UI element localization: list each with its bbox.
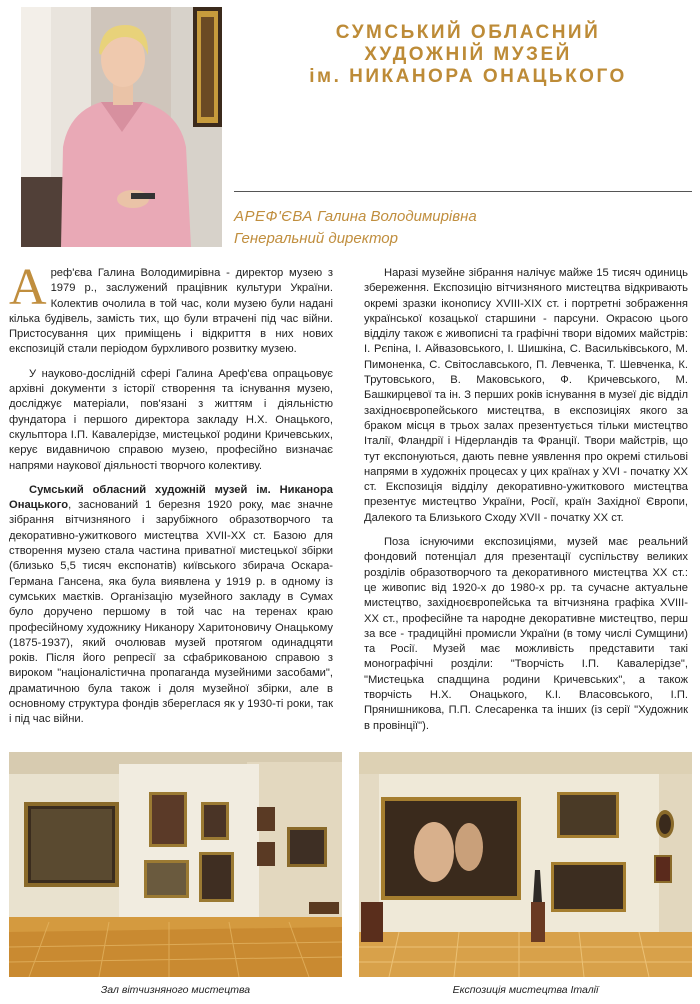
paragraph-3-text: , заснований 1 березня 1920 року, має значне зібрання вітчизняного і зарубіжного образотворчого та декоративно-ужиткового мистецтва XVII-XX ст. Базою для створення музею стала частина приватної мистецької збірки (близько 5,5 тисяч експонатів) київського збирача Оскара-Германа Гансена, яка була виявлена у 1919 р. в одному із сумських маєтків. Організацію музейного закладу в Сумах було доручено першому в той час на теренах краю професійному художнику Никанору Харитоновичу Онацькому (1875-1937), який очолював музей протягом одинадцяти років. Після його репресії за сфабрикованою справою з вироком "націоналістична пропаганда музейними засобами", драматичною була також і доля музейної збірки, але в основному структура фондів збереглася як у 1930-ті роки, так і під час війни. xyxy=(9,499,333,726)
paragraph-1 xyxy=(9,259,333,358)
article-column-left xyxy=(9,259,333,728)
paragraph-3 xyxy=(9,483,333,728)
director-role: Генеральний директор xyxy=(234,230,398,247)
italian-art-exposition-photo xyxy=(359,752,692,977)
hall-national-art-photo xyxy=(9,752,342,977)
title-line-2: ХУДОЖНІЙ МУЗЕЙ xyxy=(364,44,572,65)
header-divider xyxy=(234,191,692,192)
title-line-1: СУМСЬКИЙ ОБЛАСНИЙ xyxy=(335,22,601,43)
paragraph-1-text: реф'єва Галина Володимирівна - директор музею з 1979 р., заслужений працівник культури України. Колектив очолила в той час, коли музею були надані кілька будівель, замість тих, що були втрачені під час війни. Пристосування цих приміщень і відкриття в них нових експозицій стали періодом бурхливого розвитку музею. xyxy=(9,267,333,356)
article-column-right xyxy=(364,266,688,734)
director-given-name: Галина Володимирівна xyxy=(317,208,477,225)
caption-italian-art: Експозиція мистецтва Італії xyxy=(452,984,599,996)
director-surname: АРЕФ'ЄВА xyxy=(234,208,313,225)
director-portrait-photo xyxy=(21,7,222,247)
drop-cap: А xyxy=(9,259,47,316)
paragraph-5: Поза існуючими експозиціями, музей має реальний фондовий потенціал для презентації суспільству великих розділів образотворчого та декоративного мистецтва XX ст.: це живопис від 1920-х до 1980-х рр. та сучасне актуальне мистецтво, західноєвропейська та вітчизняна графіка XVIII-XX ст., професійне та народне декоративне мистецтво, перш за все - традиційні промисли України (в тому числі Сумщини) та Росії. Музей має можливість представити такі монографічні розділи: "Творчість І.П. Кавалерідзе", "Мистецька спадщина родини Кричевських", а також творчість Н.Х. Онацького, К.І. Власовського, І.П. Прянишникова, П.П. Слесаренка та інших (із серії "Художник в провінції"). xyxy=(364,536,688,732)
paragraph-4: Наразі музейне зібрання налічує майже 15 тисяч одиниць збереження. Експозицію вітчизняного мистецтва відкривають окремі зразки іконопису XVIII-XIX ст. і портретні зображення української козацької старшини - парсуни. Окрасою цього відділу також є живописні та графічні твори відомих майстрів: І. Рєпіна, І. Айвазовського, І. Шишкіна, С. Васильківського, М. Пимоненка, С. Світославського, П. Левченка, Т. Шевченка, К. Трутовського, В. Маковського, Ф. Кричевського, М. Башкирцевої та ін. З перших років існування в музеї діє відділ західноєвропейського мистецтва, в експозиціях якого за браком місця в трьох залах презентується тільки мистецтво Італії, Фландрії і Нідерландів та Франції. Твори майстрів, що тут експонуються, дають певне уявлення про окремі стильові напрями в художніх процесах у цих країнах у XVI - початку XX ст. Експозиція відділу декоративно-ужиткового мистецтва презентує мистецтво України, Росії, країн Західної Європи, Далекого та Близького Сходу XVII - початку XX ст. xyxy=(364,267,688,524)
caption-hall-national-art: Зал вітчизняного мистецтва xyxy=(100,984,251,996)
director-name xyxy=(234,206,477,228)
title-line-3: ім. НИКАНОРА ОНАЦЬКОГО xyxy=(309,66,627,87)
museum-title xyxy=(250,22,686,88)
museum-name-bold: Сумський обласний художній музей ім. Никанора Онацького xyxy=(9,483,333,512)
paragraph-2: У науково-дослідній сфері Галина Ареф'єва опрацьовує архівні документи з історії створення та існування музею, досліджує матеріали, пов'язані з життям і діяльністю фундатора і першого директора закладу Н.Х. Онацького, скульптора І.П. Кавалерідзе, мистецької родини Кричевських, керує видавничою справою музею, професійно визначає напрями наукової діяльності творчого колективу. xyxy=(9,367,333,472)
